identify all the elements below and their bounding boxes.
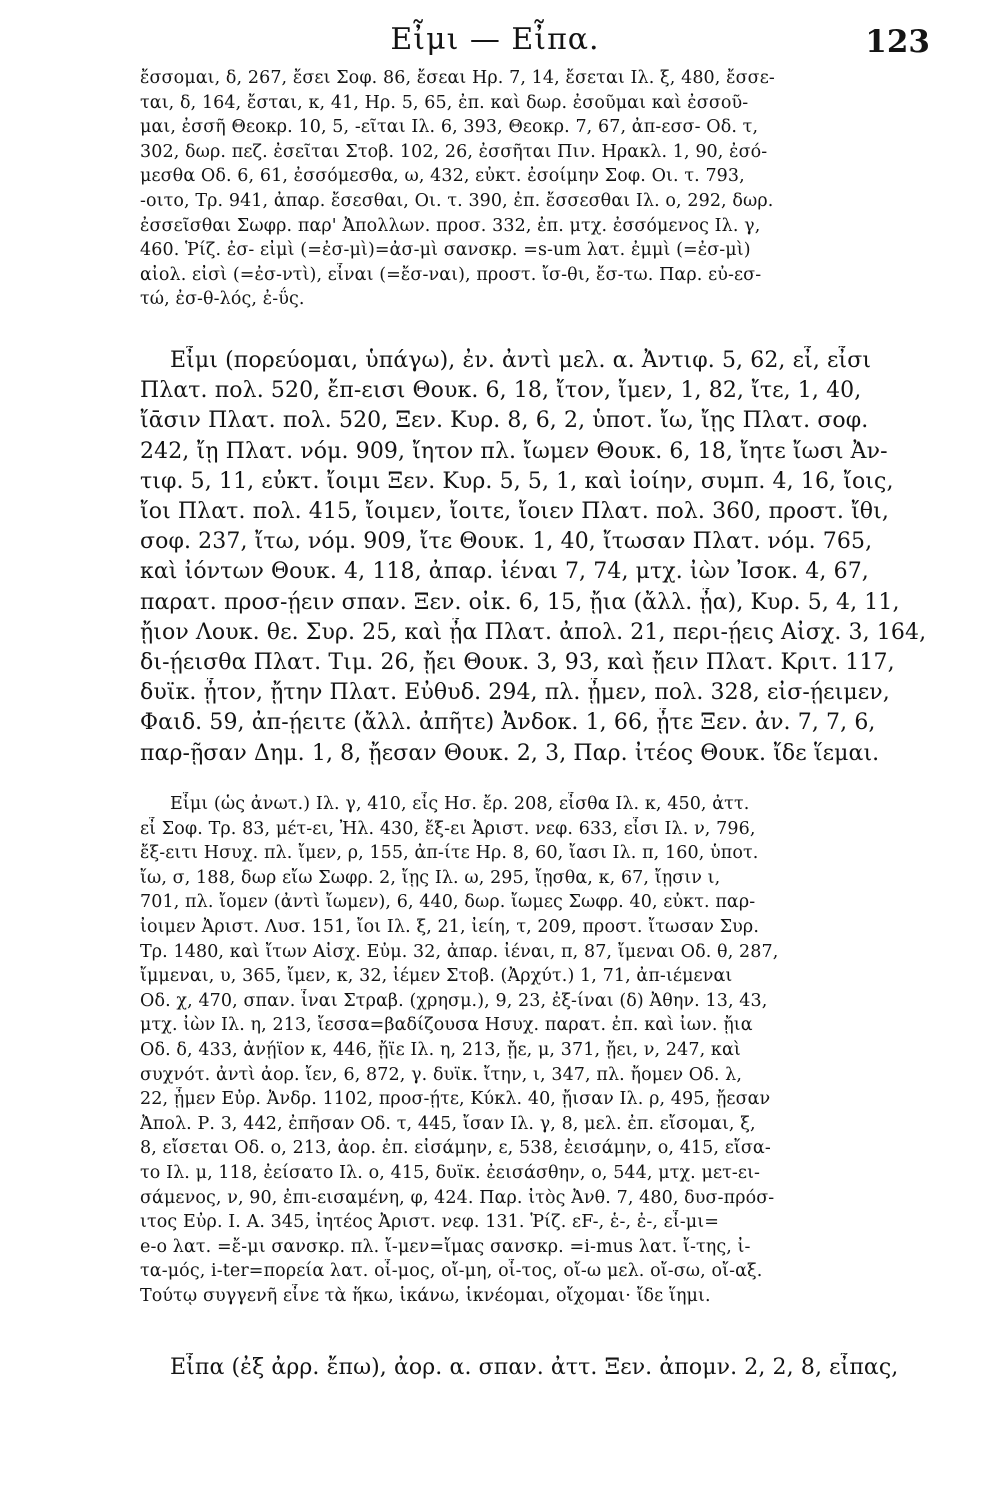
text-line: αἰολ. εἰσὶ (=ἐσ-ντὶ), εἶναι (=ἔσ-ναι), προστ. ἴσ-θι, ἔσ-τω. Παρ. εὐ-εσ- <box>140 264 762 285</box>
entry-eimi-attic <box>140 346 930 769</box>
text-line: Πλατ. πολ. 520, ἔπ-εισι Θουκ. 6, 18, ἴτον, ἴμεν, 1, 82, ἴτε, 1, 40, <box>140 378 862 404</box>
text-line: ἰοιμεν Ἀριστ. Λυσ. 151, ἴοι Ιλ. ξ, 21, ἰείη, τ, 209, προστ. ἴτωσαν Συρ. <box>140 916 759 937</box>
running-head <box>0 10 990 70</box>
text-line: Οδ. χ, 470, σπαν. ἶναι Στραβ. (χρησμ.), 9, 23, ἐξ-ίναι (δ) Ἀθην. 13, 43, <box>140 990 768 1011</box>
text-line: ἔξ-ειτι Ησυχ. πλ. ἴμεν, ρ, 155, ἀπ-ίτε Ηρ. 8, 60, ἴασι Ιλ. π, 160, ὑποτ. <box>140 843 759 864</box>
text-line: Εἶμι (ὡς ἀνωτ.) Ιλ. γ, 410, εἶς Ησ. ἔρ. 208, εἶσθα Ιλ. κ, 450, ἀττ. <box>170 794 750 814</box>
text-line: Τρ. 1480, καὶ ἴτων Αἰσχ. Εὐμ. 32, ἀπαρ. ἰέναι, π, 87, ἴμεναι Οδ. θ, 287, <box>140 941 779 962</box>
text-line: μαι, ἐσσῆ Θεοκρ. 10, 5, -εῖται Ιλ. 6, 393, Θεοκρ. 7, 67, ἀπ-εσσ- Οδ. τ, <box>140 117 759 138</box>
text-line: Εἶμι (πορεύομαι, ὑπάγω), ἐν. ἀντὶ μελ. α. Ἀντιφ. 5, 62, εἶ, εἶσι <box>170 348 872 373</box>
text-line: Οδ. δ, 433, ἀνῄϊον κ, 446, ᾔϊε Ιλ. η, 213, ᾔε, μ, 371, ᾔει, ν, 247, καὶ <box>140 1039 741 1060</box>
text-line: ἴμμεναι, υ, 365, ἴμεν, κ, 32, ἰέμεν Στοβ. (Ἀρχύτ.) 1, 71, ἀπ-ιέμεναι <box>140 966 733 987</box>
text-line: 701, πλ. ἴομεν (ἀντὶ ἴωμεν), 6, 440, δωρ. ἴωμες Σωφρ. 40, εὐκτ. παρ- <box>140 892 756 913</box>
running-title: Εἶμι — Εἶπα. <box>390 22 600 57</box>
entry-eimi-epic <box>140 792 930 1308</box>
text-line: ᾔιον Λουκ. θε. Συρ. 25, καὶ ᾖα Πλατ. ἀπολ. 21, περι-ῄεις Αἰσχ. 3, 164, <box>140 619 927 645</box>
text-line: 8, εἴσεται Οδ. ο, 213, ἀορ. ἐπ. εἰσάμην, ε, 538, ἐεισάμην, ο, 415, εἴσα- <box>140 1138 771 1159</box>
text-line: Τούτῳ συγγενῆ εἶνε τὰ ἥκω, ἱκάνω, ἱκνέομαι, οἴχομαι· ἴδε ἵημι. <box>140 1285 711 1306</box>
text-line: σάμενος, ν, 90, ἐπι-εισαμένη, φ, 424. Παρ. ἰτὸς Ἀνθ. 7, 480, δυσ-πρόσ- <box>140 1187 775 1208</box>
text-line: Ἀπολ. Ρ. 3, 442, ἐπῆσαν Οδ. τ, 445, ἴσαν Ιλ. γ, 8, μελ. ἐπ. εἴσομαι, ξ, <box>140 1113 756 1134</box>
text-line: μτχ. ἰὼν Ιλ. η, 213, ἴεσσα=βαδίζουσα Ησυχ. παρατ. ἐπ. καὶ ἰων. ᾔια <box>140 1015 753 1036</box>
text-line: e-o λατ. =ἔ-μι σανσκρ. πλ. ἴ-μεν=ἴμας σανσκρ. =i-mus λατ. ἴ-της, ἰ- <box>140 1236 751 1257</box>
text-line: ἴᾱσιν Πλατ. πολ. 520, Ξεν. Κυρ. 8, 6, 2, ὑποτ. ἴω, ἴῃς Πλατ. σοφ. <box>140 408 869 434</box>
text-line: τώ, ἐσ-θ-λός, ἐ-ΰς. <box>140 289 305 310</box>
text-line: ἔσσομαι, δ, 267, ἔσει Σοφ. 86, ἔσεαι Ηρ. 7, 14, ἔσεται Ιλ. ξ, 480, ἔσσε- <box>140 68 775 88</box>
text-line: 302, δωρ. πεζ. ἐσεῖται Στοβ. 102, 26, ἐσσῆται Πιν. Ηρακλ. 1, 90, ἐσό- <box>140 141 768 162</box>
text-line: -οιτο, Τρ. 941, ἀπαρ. ἔσεσθαι, Οι. τ. 390, ἐπ. ἔσσεσθαι Ιλ. ο, 292, δωρ. <box>140 190 774 211</box>
text-line: σοφ. 237, ἴτω, νόμ. 909, ἴτε Θουκ. 1, 40, ἴτωσαν Πλατ. νόμ. 765, <box>140 529 873 555</box>
text-line: δι-ῄεισθα Πλατ. Τιμ. 26, ᾔει Θουκ. 3, 93, καὶ ᾔειν Πλατ. Κριτ. 117, <box>140 650 895 676</box>
text-line: παρατ. προσ-ῄειν σπαν. Ξεν. οἰκ. 6, 15, ᾔια (ἄλλ. ᾖα), Κυρ. 5, 4, 11, <box>140 589 900 615</box>
text-line: Εἶπα (ἐξ ἀρρ. ἔπω), ἀορ. α. σπαν. ἀττ. Ξεν. ἀπομν. 2, 2, 8, εἶπας, <box>170 1355 899 1380</box>
text-line: μεσθα Οδ. 6, 61, ἐσσόμεσθα, ω, 432, εὐκτ. ἐσοίμην Σοφ. Οι. τ. 793, <box>140 166 745 187</box>
text-line: Φαιδ. 59, ἀπ-ῄειτε (ἄλλ. ἀπῆτε) Ἀνδοκ. 1, 66, ᾖτε Ξεν. ἀν. 7, 7, 6, <box>140 710 876 736</box>
text-line: ἐσσεῖσθαι Σωφρ. παρ' Ἀπολλων. προσ. 332, ἐπ. μτχ. ἐσσόμενος Ιλ. γ, <box>140 215 761 236</box>
text-line: 242, ἴῃ Πλατ. νόμ. 909, ἴητον πλ. ἴωμεν Θουκ. 6, 18, ἴητε ἴωσι Ἀν- <box>140 438 888 464</box>
text-line: ἴω, σ, 188, δωρ εἴω Σωφρ. 2, ἴῃς Ιλ. ω, 295, ἴῃσθα, κ, 67, ἴῃσιν ι, <box>140 867 721 888</box>
text-line: συχνότ. ἀντὶ ἀορ. ἴεν, 6, 872, γ. δυϊκ. ἴτην, ι, 347, πλ. ἤομεν Οδ. λ, <box>140 1064 743 1085</box>
text-line: ιτος Εὐρ. Ι. Α. 345, ἰητέος Ἀριστ. νεφ. 131. Ῥίζ. εF-, ἑ-, ἐ-, εἶ-μι= <box>140 1212 719 1233</box>
text-line: ται, δ, 164, ἔσται, κ, 41, Ηρ. 5, 65, ἐπ. καὶ δωρ. ἐσοῦμαι καὶ ἐσσοῦ- <box>140 92 749 113</box>
text-line: παρ-ῇσαν Δημ. 1, 8, ᾔεσαν Θουκ. 2, 3, Παρ. ἰτέος Θουκ. ἴδε ἵεμαι. <box>140 740 880 766</box>
text-line: εἶ Σοφ. Τρ. 83, μέτ-ει, Ἠλ. 430, ἔξ-ει Ἀριστ. νεφ. 633, εἶσι Ιλ. ν, 796, <box>140 818 756 839</box>
text-line: 22, ᾖμεν Εὐρ. Ἀνδρ. 1102, προσ-ῄτε, Κύκλ. 40, ᾔισαν Ιλ. ρ, 495, ᾔεσαν <box>140 1089 771 1110</box>
text-line: 460. Ῥίζ. ἐσ- εἰμὶ (=ἐσ-μὶ)=ἀσ-μὶ σανσκρ. =s-um λατ. ἐμμὶ (=ἐσ-μὶ) <box>140 240 751 261</box>
text-line: δυϊκ. ᾖτον, ᾔτην Πλατ. Εὐθυδ. 294, πλ. ᾖμεν, πολ. 328, εἰσ-ῄειμεν, <box>140 680 890 706</box>
text-line: τα-μός, i-ter=πορεία λατ. οἶ-μος, οἴ-μη, οἶ-τος, οἴ-ω μελ. οἴ-σω, οἴ-αξ. <box>140 1261 763 1282</box>
page-number: 123 <box>865 24 930 60</box>
text-line: ἴοι Πλατ. πολ. 415, ἴοιμεν, ἴοιτε, ἴοιεν Πλατ. πολ. 360, προστ. ἴθι, <box>140 499 889 525</box>
entry-continuation-esomai <box>140 66 930 312</box>
text-line: καὶ ἰόντων Θουκ. 4, 118, ἀπαρ. ἰέναι 7, 74, μτχ. ἰὼν Ἰσοκ. 4, 67, <box>140 559 869 585</box>
text-line: τιφ. 5, 11, εὐκτ. ἴοιμι Ξεν. Κυρ. 5, 5, 1, καὶ ἰοίην, συμπ. 4, 16, ἴοις, <box>140 468 894 494</box>
text-line: το Ιλ. μ, 118, ἐείσατο Ιλ. ο, 415, δυϊκ. ἐεισάσθην, ο, 544, μτχ. μετ-ει- <box>140 1162 761 1183</box>
entry-eipa <box>140 1353 930 1383</box>
